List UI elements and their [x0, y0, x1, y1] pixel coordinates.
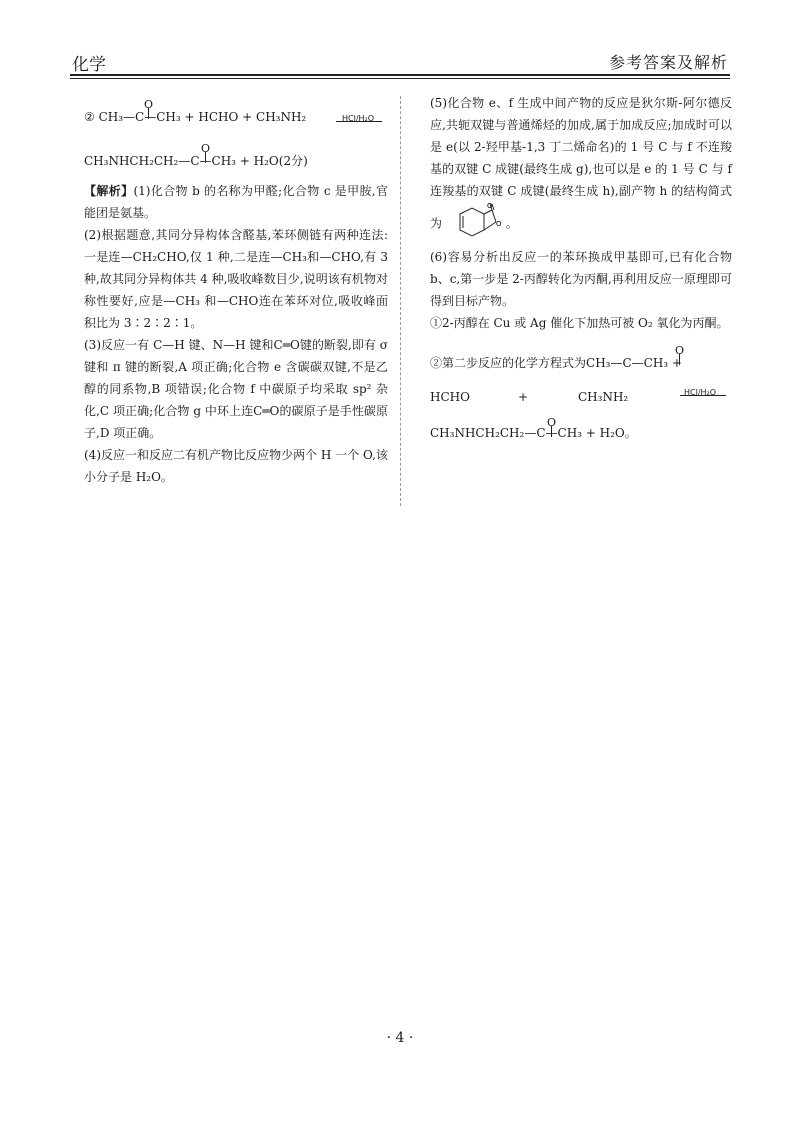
equation-2-hcho: HCHO [430, 390, 470, 404]
header-rule-thin [70, 78, 730, 79]
page-number: · 4 · [386, 1030, 414, 1046]
equation-1-text [84, 106, 306, 128]
analysis-paragraph-3: (3)反应一有 C—H 键、N—H 键和C═O键的断裂,即有 σ键和 π 键的断裂,A 项正确;化合物 e 含碳碳双键,不是乙醇的同系物,B 项错误;化合物 f 中碳原子均采取 sp² 杂化,C 项正确;化合物 g 中环上连C═O的碳原子是手性碳原子,D 项正确。 [84, 338, 388, 440]
analysis-paragraph-1 [84, 180, 388, 224]
svg-text:O: O [486, 202, 493, 210]
column-divider [400, 96, 401, 506]
equation-2-methylamine: CH₃NH₂ [578, 390, 629, 404]
equation-label: ② [84, 110, 95, 124]
analysis-text-1: (1)化合物 b 的名称为甲醛;化合物 c 是甲胺,官能团是氨基。 [84, 184, 388, 220]
equation-1-line-1 [84, 92, 388, 136]
equation-2-intro-line [430, 352, 682, 374]
analysis-paragraph-6: (6)容易分析出反应一的苯环换成甲基即可,已有化合物 b、c,第一步是 2-丙醇转化为丙酮,再利用反应一原理即可得到目标产物。 [430, 250, 732, 308]
equation-2-plus: + [518, 390, 529, 404]
equation-2-line-3 [430, 412, 732, 452]
analysis-tag: 【解析】 [84, 184, 134, 198]
equation-products: CH₃NHCH₂CH₂—C—CH₃ + H₂O(2分) [84, 154, 308, 168]
carbonyl-oxygen: O [675, 344, 685, 357]
left-column [84, 92, 388, 488]
carbonyl-oxygen: O [144, 98, 154, 111]
equation-2-intro: ②第二步反应的化学方程式为 [430, 356, 587, 370]
carbonyl-oxygen: O [547, 416, 557, 429]
reaction-condition: HCl/H₂O [342, 114, 375, 123]
header-rule [70, 74, 730, 76]
reaction-condition: HCl/H₂O [684, 388, 717, 397]
reaction-arrow [680, 395, 726, 396]
reaction-arrow [336, 121, 382, 122]
analysis-text-5: (5)化合物 e、f 生成中间产物的反应是狄尔斯-阿尔德反应,共轭双键与普通烯烃的加成,属于加成反应;加成时可以是 e(以 2-羟甲基-1,3 丁二烯命名)的 1 号 C 与 f 不连羧基的双键 C 成键(最终生成 g),也可以是 e 的 1 号 C 与 f 连羧基的双键 C 成键(最终生成 h),副产物 h 的结构简式为 [430, 96, 732, 231]
equation-2-line-2 [430, 382, 732, 412]
analysis-paragraph-4: (4)反应一和反应二有机产物比反应物少两个 H 一个 O,该小分子是 H₂O。 [84, 448, 388, 484]
equation-reactants: CH₃—C—CH₃ + HCHO + CH₃NH₂ [98, 110, 307, 124]
equation-2-reactant-1: CH₃—C—CH₃ + [586, 356, 682, 370]
analysis-text-5-end: 。 [505, 216, 518, 231]
analysis-paragraph-6a: ①2-丙醇在 Cu 或 Ag 催化下加热可被 O₂ 氧化为丙酮。 [430, 316, 729, 330]
analysis-paragraph-5 [430, 92, 732, 246]
header-subject: 化学 [72, 55, 106, 75]
svg-text:O: O [495, 220, 502, 228]
equation-2-line-1 [430, 334, 732, 382]
header-title: 参考答案及解析 [608, 53, 728, 72]
carbonyl-oxygen: O [201, 142, 211, 155]
equation-2-products: CH₃NHCH₂CH₂—C—CH₃ + H₂O。 [430, 426, 637, 440]
equation-1-line-2 [84, 136, 388, 180]
right-column [430, 92, 732, 452]
lactone-structure-icon [446, 202, 506, 246]
analysis-paragraph-2: (2)根据题意,其同分异构体含醛基,苯环侧链有两种连法:一是连—CH₂CHO,仅 1 种,二是连—CH₃和—CHO,有 3 种,故其同分异构体共 4 种,吸收峰数目少,说明该有机物对称性要好,应是—CH₃ 和—CHO连在苯环对位,吸收峰面积比为 3∶2∶2∶1。 [84, 228, 388, 330]
